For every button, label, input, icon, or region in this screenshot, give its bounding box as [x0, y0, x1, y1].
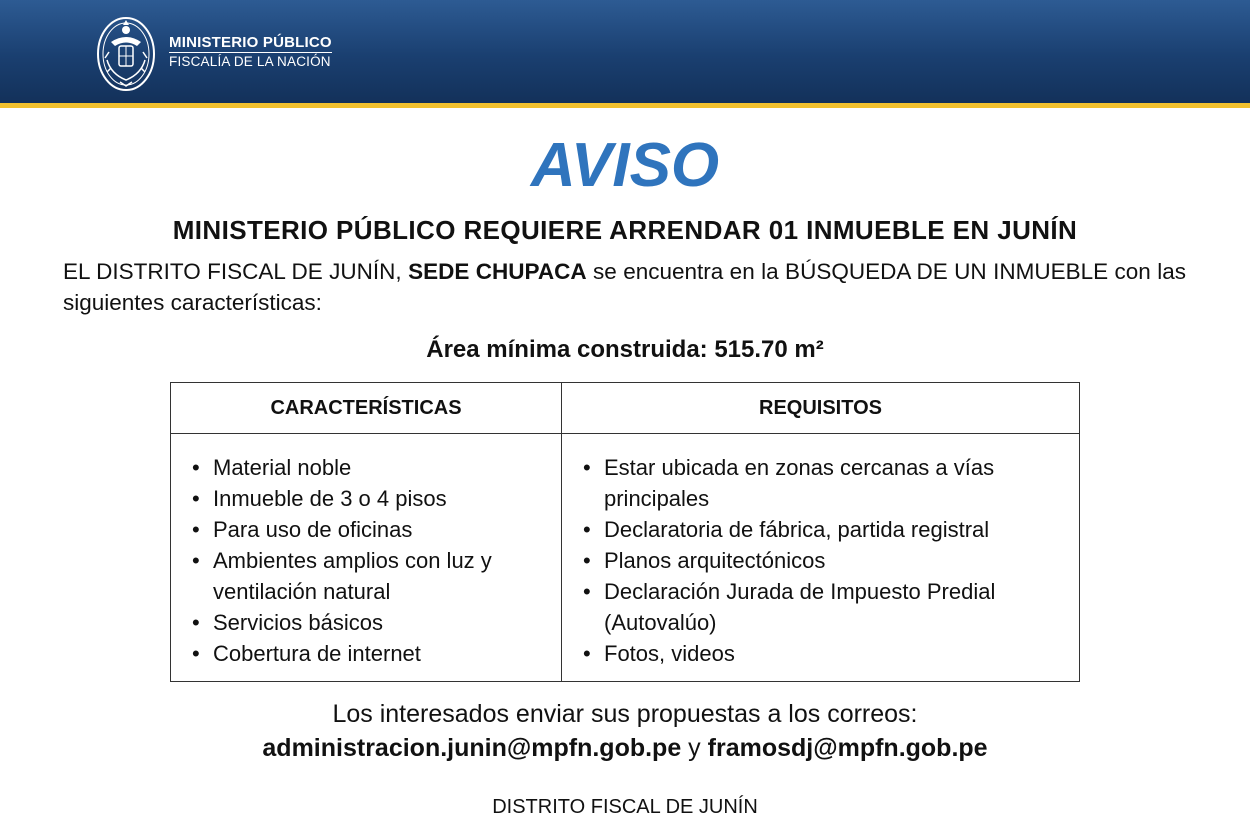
caracteristicas-list	[171, 452, 561, 669]
list-item: • Inmueble de 3 o 4 pisos	[192, 483, 561, 514]
list-item: • Material noble	[192, 452, 561, 483]
list-item: • Estar ubicada en zonas cercanas a vías principales	[583, 452, 1079, 514]
list-item: • Declaración Jurada de Impuesto Predial (Autovalúo)	[583, 576, 1079, 638]
list-item: • Servicios básicos	[192, 607, 561, 638]
org-subtitle: FISCALÍA DE LA NACIÓN	[169, 54, 331, 69]
header-caracteristicas: CARACTERÍSTICAS	[171, 383, 562, 434]
header-requisitos: REQUISITOS	[562, 383, 1080, 434]
list-item: • Planos arquitectónicos	[583, 545, 1079, 576]
intro-text-end: se encuentra en la BÚSQUEDA DE UN INMUEBLE con las siguientes características:	[63, 259, 1186, 315]
table-row	[171, 434, 1080, 682]
requisitos-list	[562, 452, 1079, 669]
header-accent-stripe	[0, 103, 1250, 108]
contact-emails	[0, 732, 1250, 764]
list-item: • Ambientes amplios con luz y ventilación natural	[192, 545, 561, 607]
contact-instructions: Los interesados enviar sus propuestas a los correos:	[332, 700, 918, 728]
list-item: • Para uso de oficinas	[192, 514, 561, 545]
requirements-table	[170, 382, 1080, 682]
notice-title: AVISO	[530, 131, 720, 200]
intro-text-start: EL DISTRITO FISCAL DE JUNÍN,	[63, 259, 409, 284]
table-header-row	[171, 383, 1080, 434]
seal-icon	[95, 12, 157, 92]
list-item: • Fotos, videos	[583, 638, 1079, 669]
intro-paragraph	[63, 256, 1186, 318]
footer-signature: DISTRITO FISCAL DE JUNÍN	[492, 796, 758, 818]
requisitos-cell	[562, 434, 1080, 682]
caracteristicas-cell	[171, 434, 562, 682]
email-link-2[interactable]: framosdj@mpfn.gob.pe	[707, 734, 988, 762]
logo	[95, 12, 332, 92]
org-name: MINISTERIO PÚBLICO	[169, 34, 332, 51]
header-banner	[0, 0, 1250, 103]
notice-subtitle: MINISTERIO PÚBLICO REQUIERE ARRENDAR 01 INMUEBLE EN JUNÍN	[172, 215, 1078, 245]
list-item: • Declaratoria de fábrica, partida registral	[583, 514, 1079, 545]
email-connector: y	[681, 734, 708, 762]
logo-text	[169, 34, 332, 70]
list-item: • Cobertura de internet	[192, 638, 561, 669]
min-area: Área mínima construida: 515.70 m²	[426, 336, 824, 363]
email-link-1[interactable]: administracion.junin@mpfn.gob.pe	[262, 734, 682, 762]
intro-text-bold: SEDE CHUPACA	[408, 259, 587, 284]
